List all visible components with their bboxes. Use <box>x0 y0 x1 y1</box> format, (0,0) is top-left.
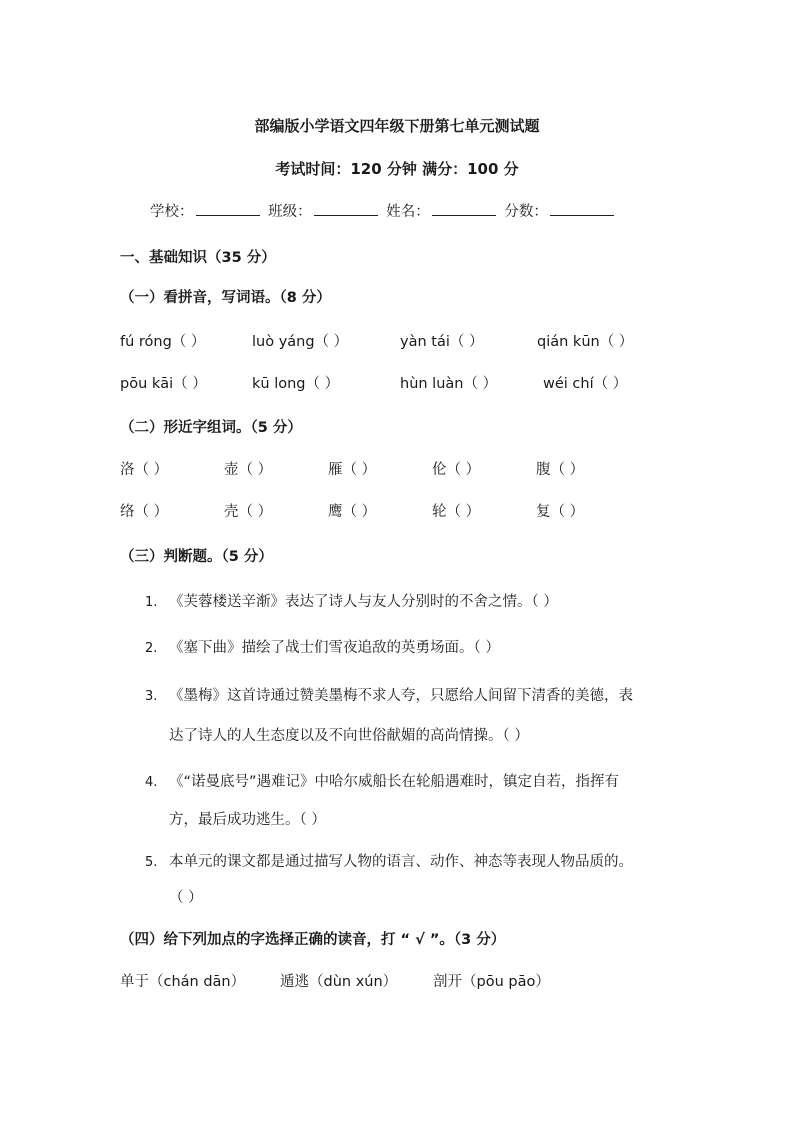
item-text-continued: 方，最后成功逃生。（ ） <box>169 812 326 828</box>
char-item: 络（ ） <box>120 504 169 520</box>
score-label: 分数： <box>504 204 548 220</box>
part-4-heading: （四）给下列加点的字选择正确的读音，打 “ √ ”。（3 分） <box>120 932 506 948</box>
pronunciation-item: 剖开（pōu pāo） <box>433 974 550 990</box>
exam-subtitle: 考试时间：120 分钟 满分：100 分 <box>275 160 519 178</box>
class-label: 班级： <box>268 204 312 220</box>
pinyin-item: wéi chí（ ） <box>543 376 628 392</box>
pronunciation-item: 遁逃（dùn xún） <box>280 974 398 990</box>
judge-item <box>145 850 633 871</box>
judge-item <box>145 684 633 705</box>
pinyin-item: luò yáng（ ） <box>252 334 349 350</box>
judge-item <box>145 590 558 611</box>
char-item: 腹（ ） <box>536 462 585 478</box>
item-number: 1. <box>145 595 158 610</box>
name-label: 姓名： <box>386 204 430 220</box>
score-blank[interactable] <box>550 201 614 216</box>
pinyin-item: kū long（ ） <box>252 376 340 392</box>
part-3-heading: （三）判断题。（5 分） <box>120 549 273 565</box>
item-text: 《芙蓉楼送辛渐》表达了诗人与友人分别时的不舍之情。（ ） <box>169 594 558 610</box>
char-item: 壶（ ） <box>224 462 273 478</box>
item-text: 《“诺曼底号”遇难记》中哈尔威船长在轮船遇难时，镇定自若，指挥有 <box>169 774 620 790</box>
item-text-continued: （ ） <box>169 890 203 906</box>
school-label: 学校： <box>150 204 194 220</box>
exam-title: 部编版小学语文四年级下册第七单元测试题 <box>254 117 540 135</box>
item-number: 2. <box>145 641 158 656</box>
section-1-heading: 一、基础知识（35 分） <box>120 250 276 266</box>
name-blank[interactable] <box>432 201 496 216</box>
pinyin-item: fú róng（ ） <box>120 334 206 350</box>
char-item: 洛（ ） <box>120 462 169 478</box>
judge-item <box>145 770 619 791</box>
student-info-row <box>150 200 618 221</box>
char-item: 壳（ ） <box>224 504 273 520</box>
pinyin-item: hùn luàn（ ） <box>400 376 498 392</box>
pinyin-item: yàn tái（ ） <box>400 334 484 350</box>
char-item: 轮（ ） <box>432 504 481 520</box>
pinyin-item: qián kūn（ ） <box>537 334 634 350</box>
class-blank[interactable] <box>314 201 378 216</box>
pinyin-item: pōu kāi（ ） <box>120 376 207 392</box>
judge-item <box>145 636 500 657</box>
item-text-continued: 达了诗人的人生态度以及不向世俗献媚的高尚情操。（ ） <box>169 728 529 744</box>
item-number: 5. <box>145 855 158 870</box>
part-1-heading: （一）看拼音，写词语。（8 分） <box>120 290 331 306</box>
item-number: 3. <box>145 689 158 704</box>
item-text: 本单元的课文都是通过描写人物的语言、动作、神态等表现人物品质的。 <box>169 854 633 870</box>
item-text: 《墨梅》这首诗通过赞美墨梅不求人夸，只愿给人间留下清香的美德，表 <box>169 688 633 704</box>
char-item: 鹰（ ） <box>328 504 377 520</box>
char-item: 伦（ ） <box>432 462 481 478</box>
char-item: 复（ ） <box>536 504 585 520</box>
item-text: 《塞下曲》描绘了战士们雪夜追敌的英勇场面。（ ） <box>169 640 500 656</box>
char-item: 雁（ ） <box>328 462 377 478</box>
item-number: 4. <box>145 775 158 790</box>
school-blank[interactable] <box>196 201 260 216</box>
pronunciation-item: 单于（chán dān） <box>120 974 246 990</box>
part-2-heading: （二）形近字组词。（5 分） <box>120 420 302 436</box>
